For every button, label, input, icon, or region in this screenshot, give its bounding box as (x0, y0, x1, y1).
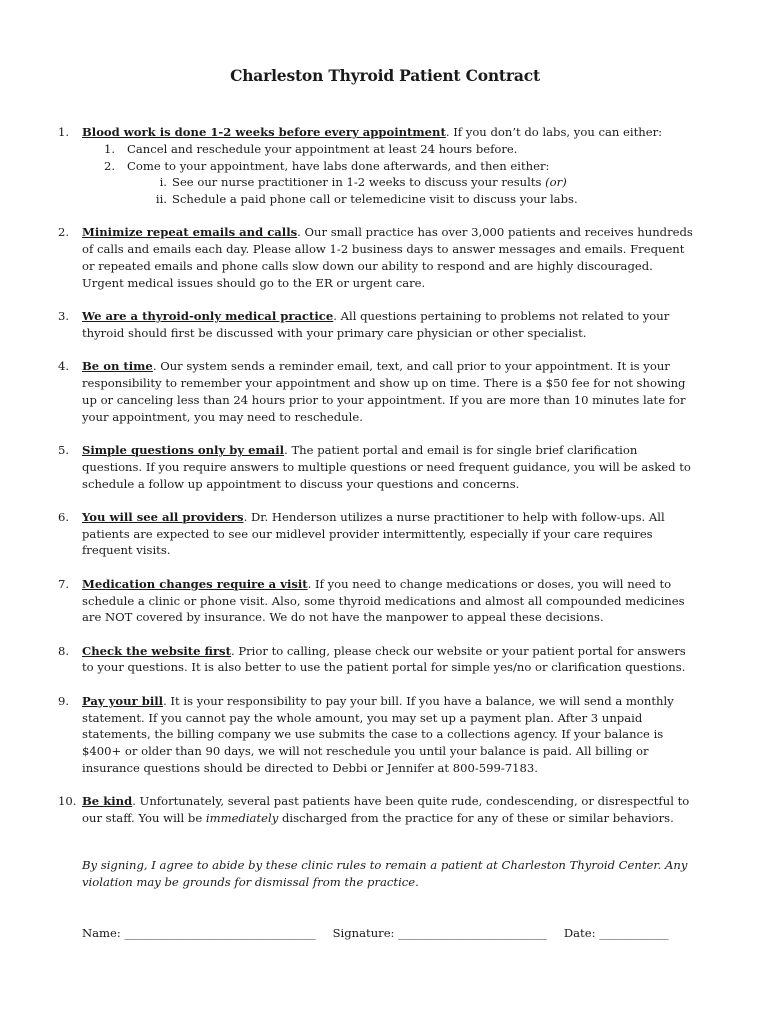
sub-item-text: Cancel and reschedule your appointment at least 24 hours before. (127, 141, 518, 156)
rule-sub-list (82, 141, 693, 208)
rule-heading-period: . (333, 309, 337, 324)
rule-number: 3. (58, 309, 70, 324)
rule-number: 6. (58, 509, 70, 524)
date-field[interactable] (564, 926, 668, 940)
rule-pay-bill (58, 693, 693, 777)
rule-heading-period: . (163, 693, 167, 708)
rule-heading: Be on time (82, 359, 153, 374)
name-field[interactable] (82, 926, 319, 940)
subsub-item-text: Schedule a paid phone call or telemedicine visit to discuss your labs. (172, 192, 578, 207)
agreement-statement: By signing, I agree to abide by these clinic rules to remain a patient at Charleston Thyroid Center. Any violation may be grounds for dismissal from the practice. (82, 858, 688, 889)
rule-heading-period: . (284, 442, 288, 457)
rule-heading: Pay your bill (82, 693, 164, 708)
rule-number: 1. (58, 125, 70, 139)
rule-heading: Be kind (82, 794, 133, 809)
rule-text: If you need to change medications or doses, you will need to schedule a clinic or phone visit. Also, some thyroid medications and almost all compounded medicines are NOT covered by insurance. We do not have the manpower to appeal these decisions. (82, 576, 685, 625)
rule-number: 7. (58, 576, 70, 591)
rule-number: 8. (58, 643, 70, 658)
rule-minimize-emails (58, 224, 693, 291)
name-blank-line[interactable]: ____________________________________ (124, 926, 316, 940)
rule-heading-period: . (243, 509, 248, 524)
signature-block (82, 926, 722, 940)
document-title: Charleston Thyroid Patient Contract (230, 66, 540, 85)
date-label: Date: (563, 926, 596, 940)
rule-number: 2. (58, 225, 70, 240)
rule-subsub-list (127, 174, 693, 208)
rule-blood-work (58, 124, 693, 208)
rule-be-on-time (58, 358, 693, 425)
rule-text: Unfortunately, several past patients have been quite rude, condescending, or disrespectful to our staff. You will be (82, 794, 690, 825)
rule-heading: You will see all providers (82, 509, 244, 524)
rule-simple-questions (58, 442, 693, 492)
subsub-item-note: (or) (545, 175, 567, 190)
sub-item-text: Come to your appointment, have labs done afterwards, and then either: (127, 158, 550, 173)
subsub-item-number: ii. (155, 192, 167, 207)
rule-heading-period: . (132, 794, 136, 809)
rules-list (58, 124, 693, 843)
sub-item-number: 2. (104, 158, 116, 173)
name-label: Name: (82, 926, 121, 940)
rule-check-website (58, 643, 693, 677)
rule-text: Our small practice has over 3,000 patients and receives hundreds of calls and emails each day. Please allow 1-2 business days to answer messages and emails. Frequent or repeated emails and phone calls slow down our ability to respond and are highly discouraged. Urgent medical issues should go to the ER or urgent care. (82, 225, 693, 290)
rule-text: All questions pertaining to problems not related to your thyroid should first be discussed with your primary care physician or other specialist. (82, 309, 670, 340)
rule-heading: We are a thyroid-only medical practice (82, 309, 334, 324)
rule-text: Our system sends a reminder email, text, and call prior to your appointment. It is your responsibility to remember your appointment and show up on time. There is a $50 fee for not showing up or canceling less than 24 hours prior to your appointment. If you are more than 10 minutes late for your appointment, you may need to reschedule. (82, 359, 686, 424)
sub-item (82, 141, 693, 158)
rule-number: 4. (58, 359, 70, 374)
signature-blank-line[interactable]: ____________________________ (398, 926, 547, 940)
rule-text: The patient portal and email is for single brief clarification questions. If you require answers to multiple questions or need frequent guidance, you will be asked to schedule a follow up appointment to discuss your questions and concerns. (82, 442, 691, 491)
rule-medication-changes (58, 576, 693, 626)
subsub-item (127, 174, 693, 191)
rule-text: Prior to calling, please check our website or your patient portal for answers to your questions. It is also better to use the patient portal for simple yes/no or clarification questions. (82, 643, 686, 675)
sub-item (82, 158, 693, 208)
rule-heading: Check the website first (82, 643, 231, 658)
signature-label: Signature: (332, 926, 395, 940)
signature-field[interactable] (333, 926, 551, 940)
subsub-item-number: i. (159, 175, 167, 190)
rule-heading: Minimize repeat emails and calls (82, 225, 298, 240)
rule-heading: Simple questions only by email (82, 442, 285, 457)
rule-all-providers (58, 509, 693, 559)
rule-number: 10. (58, 794, 77, 809)
rule-text: It is your responsibility to pay your bill. If you have a balance, we will send a monthly statement. If you cannot pay the whole amount, you may set up a payment plan. After 3 unpaid statements, the billing company we use submits the case to a collections agency. If your balance is $400+ or older than 90 days, we will not reschedule you until your balance is paid. All billing or insurance questions should be directed to Debbi or Jennifer at 800-599-7183. (82, 693, 674, 775)
rule-heading-period: . (152, 359, 157, 374)
sub-item-number: 1. (104, 141, 116, 156)
rule-heading-period: . (307, 576, 312, 591)
subsub-item-text: See our nurse practitioner in 1-2 weeks to discuss your results (172, 175, 546, 190)
date-blank-line[interactable]: _____________ (599, 926, 669, 940)
rule-thyroid-only (58, 308, 693, 342)
rule-heading: Blood work is done 1-2 weeks before every appointment (82, 125, 446, 139)
rule-heading: Medication changes require a visit (82, 576, 308, 591)
rule-text: If you don’t do labs, you can either: (449, 125, 663, 139)
rule-text-after: discharged from the practice for any of these or similar behaviors. (278, 811, 674, 825)
rule-text: Dr. Henderson utilizes a nurse practitioner to help with follow-ups. All patients are expected to see our midlevel provider intermittently, especially if your care requires frequent visits. (82, 509, 665, 558)
rule-heading-period: . (230, 643, 235, 658)
rule-heading-period: . (297, 225, 301, 240)
rule-heading-period: . (445, 125, 450, 139)
subsub-item (127, 191, 693, 208)
rule-be-kind (58, 793, 693, 827)
rule-number: 5. (58, 442, 70, 457)
rule-emphasis: immediately (205, 811, 279, 825)
rule-number: 9. (58, 693, 70, 708)
